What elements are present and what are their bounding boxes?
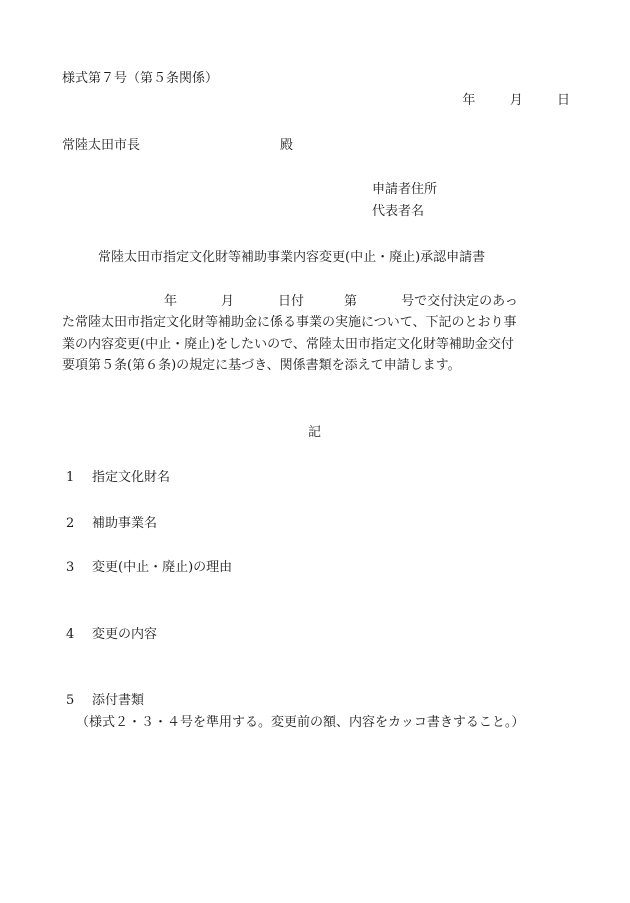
date-month: 月	[509, 93, 523, 108]
document-title: 常陸太田市指定文化財等補助事業内容変更(中止・廃止)承認申請書	[98, 250, 486, 265]
date-day: 日	[556, 93, 570, 108]
item-label: 添付書類	[92, 693, 145, 708]
item-number: 2	[66, 516, 75, 531]
body-line1-tail: 号で交付決定のあっ	[401, 294, 518, 309]
item-label: 補助事業名	[92, 516, 158, 531]
body-month: 月	[221, 294, 235, 309]
list-item	[66, 623, 157, 642]
list-item	[66, 466, 170, 485]
body-dai: 第	[344, 294, 358, 309]
item-label: 変更の内容	[92, 627, 158, 642]
body-day: 日付	[278, 294, 305, 309]
date-line	[462, 89, 570, 108]
list-item	[66, 512, 157, 531]
list-item	[66, 556, 232, 575]
attachment-note: （様式２・３・４号を準用する。変更前の額、内容をカッコ書きすること。）	[76, 715, 525, 730]
body-line-4: 要項第５条(第６条)の規定に基づき、関係書類を添えて申請します。	[62, 358, 461, 373]
item-number: 1	[66, 470, 75, 485]
body-line-3: 業の内容変更(中止・廃止)をしたいので、常陸太田市指定文化財等補助金交付	[62, 337, 514, 352]
addressee-name: 常陸太田市長	[62, 138, 141, 153]
body-line-2: た常陸太田市指定文化財等補助金に係る事業の実施について、下記のとおり事	[62, 315, 517, 330]
list-item	[66, 689, 144, 708]
item-number: 5	[66, 693, 75, 708]
ki-heading: 記	[308, 425, 322, 440]
form-number: 様式第７号（第５条関係）	[62, 71, 219, 86]
item-number: 4	[66, 627, 75, 642]
item-label: 変更(中止・廃止)の理由	[92, 560, 233, 575]
body-year: 年	[164, 294, 178, 309]
item-number: 3	[66, 560, 75, 575]
honorific: 殿	[280, 138, 294, 153]
date-year: 年	[462, 93, 476, 108]
representative-label: 代表者名	[372, 204, 425, 219]
applicant-address-label: 申請者住所	[372, 182, 438, 197]
item-label: 指定文化財名	[92, 470, 171, 485]
body-line-1	[62, 290, 576, 309]
addressee	[62, 134, 293, 153]
